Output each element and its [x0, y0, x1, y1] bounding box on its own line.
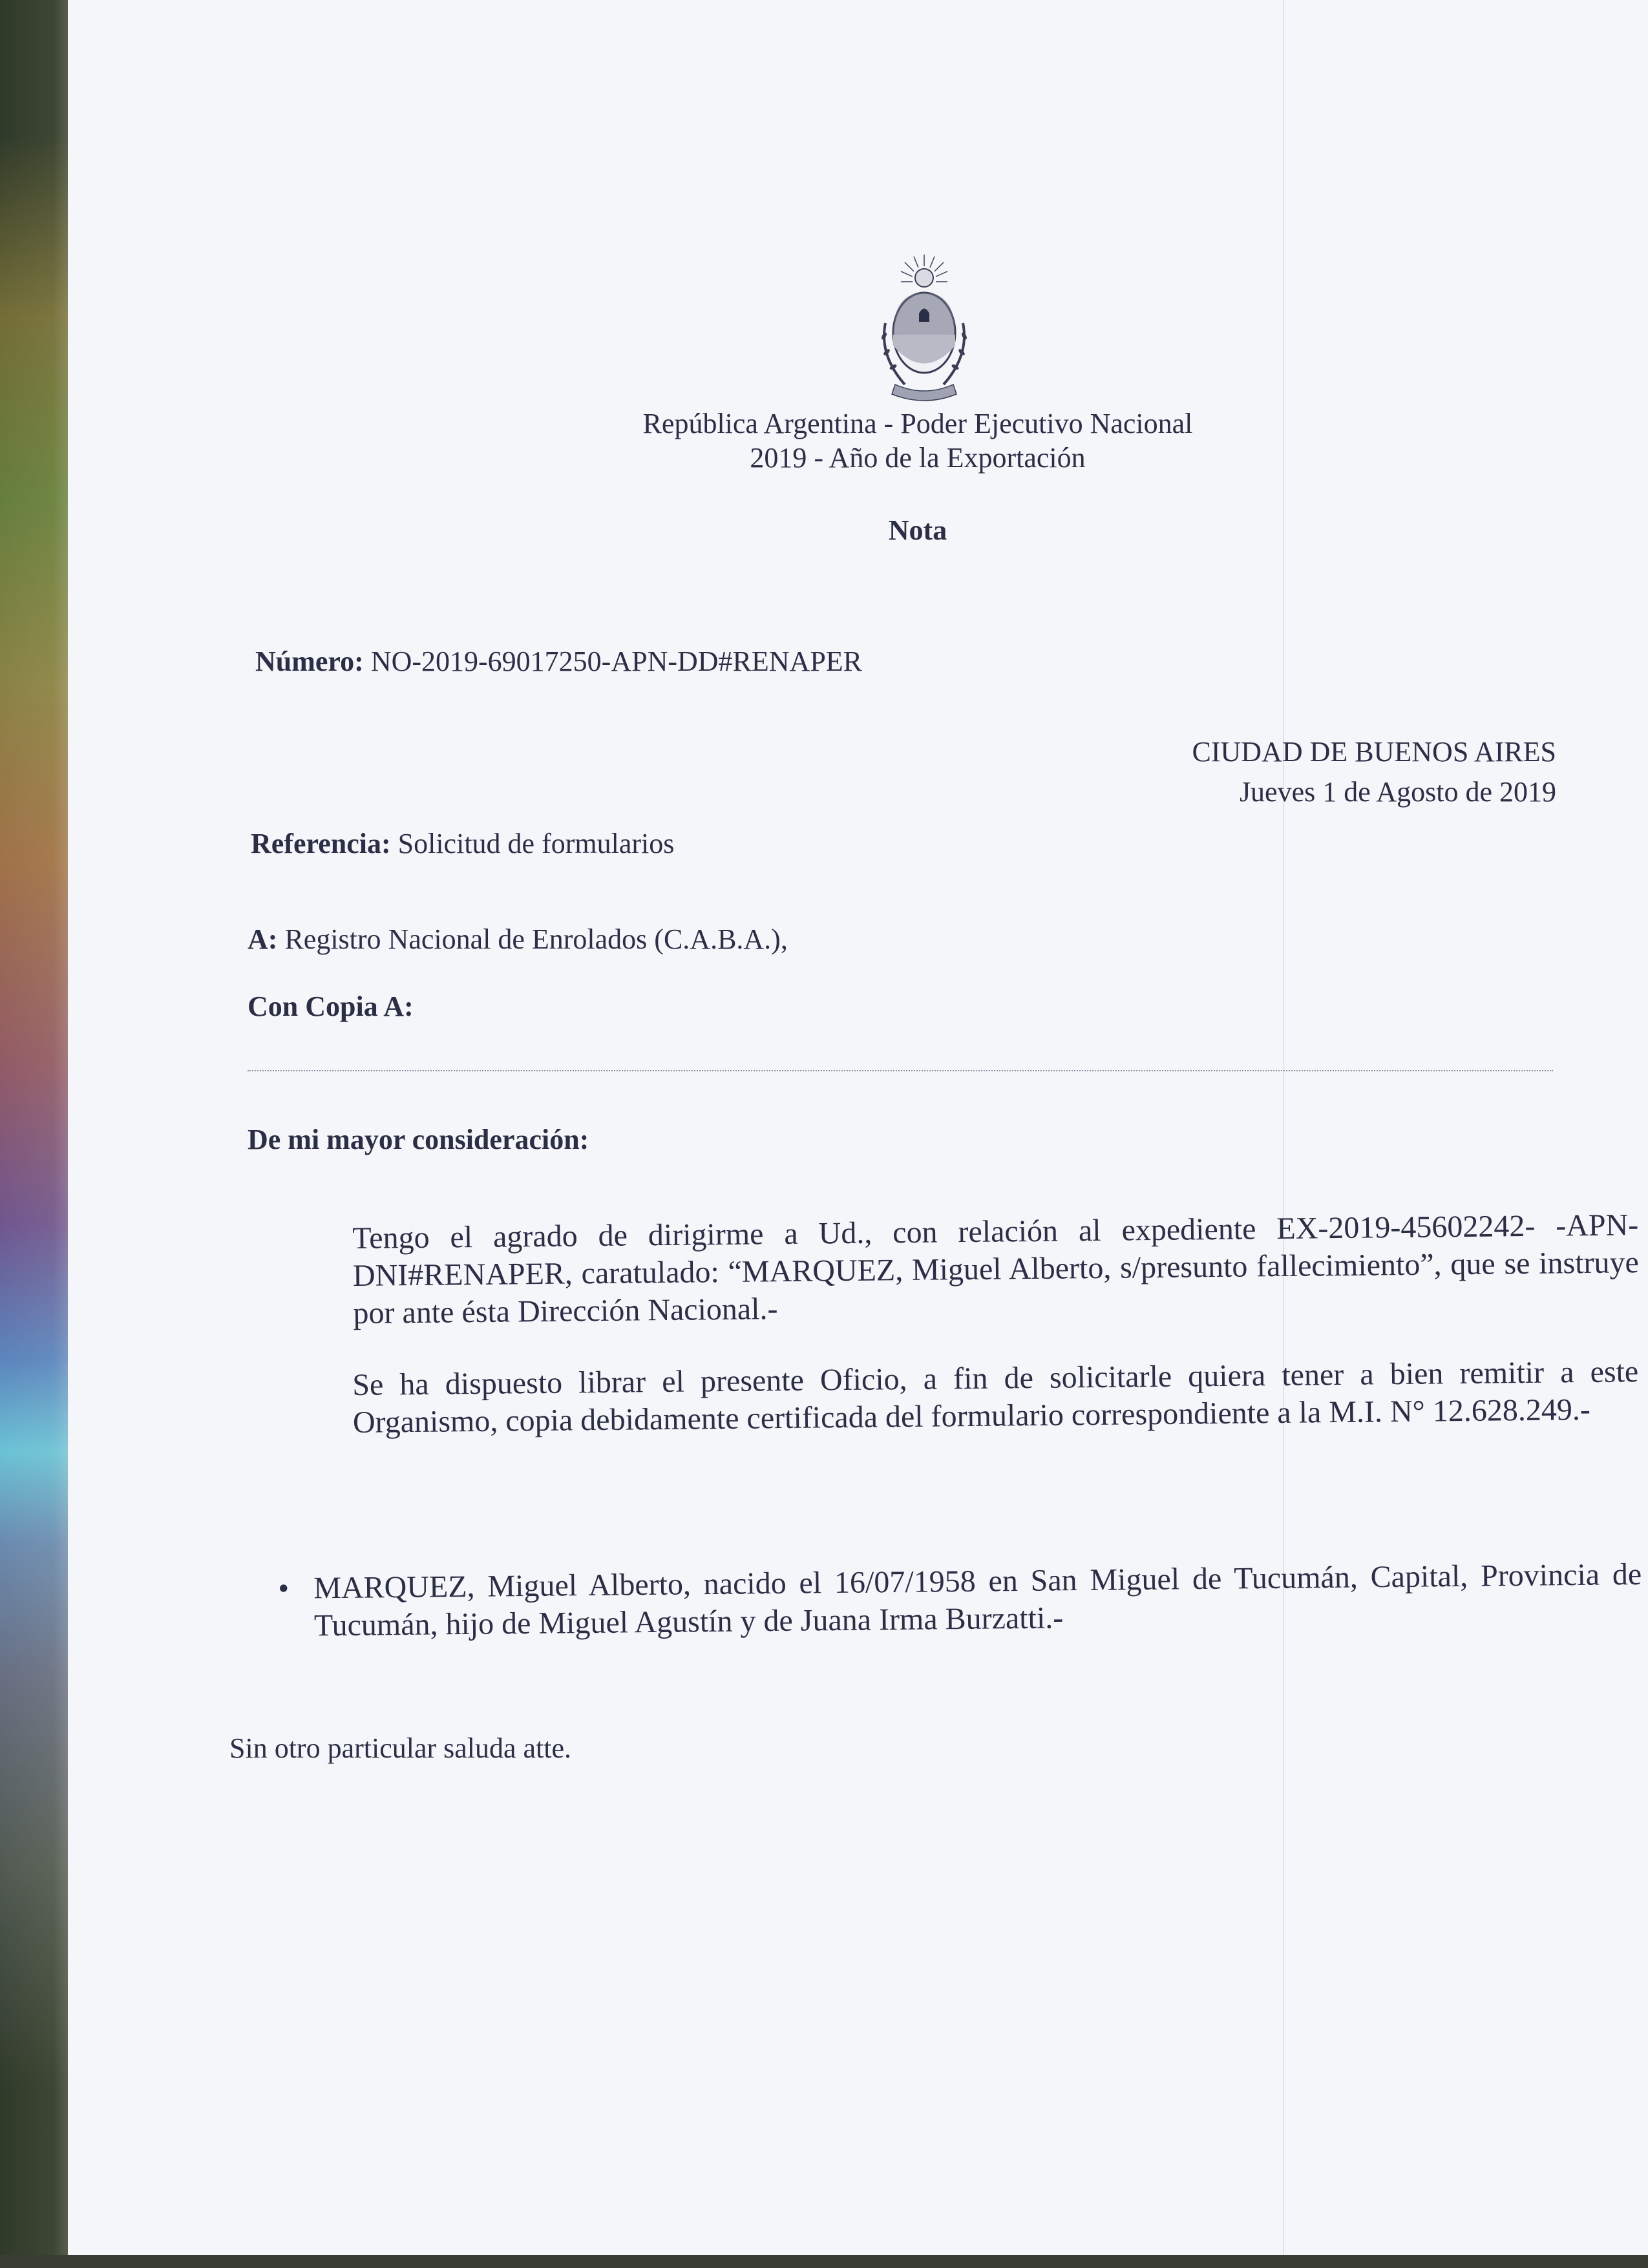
- referencia-line: [251, 827, 674, 860]
- copy-to-line: [248, 990, 414, 1023]
- recipient-value: Registro Nacional de Enrolados (C.A.B.A.),: [284, 923, 788, 955]
- copy-to-label: Con Copia A:: [248, 991, 414, 1022]
- paragraph-1: [352, 1206, 1640, 1332]
- paragraph-2-text: Se ha dispuesto librar el presente Oficio, a fin de solicitarle quiera tener a bien remitir a este Organismo, copia debidamente certificada del formulario correspondiente a la M.I. N° 12.628.249.-: [352, 1354, 1639, 1440]
- bullet-item: [278, 1556, 1642, 1645]
- recipient-line: [248, 923, 788, 956]
- document-type-title: Nota: [888, 514, 947, 546]
- paragraph-1-text: Tengo el agrado de dirigirme a Ud., con relación al expediente EX-2019-45602242- -APN-DNI#RENAPER, caratulado: “MARQUEZ, Miguel Alberto, s/presunto fallecimiento”, que se instruye por ante ésta Dirección Nacional.-: [352, 1208, 1640, 1330]
- separator-line: [248, 1070, 1553, 1071]
- numero-line: [255, 645, 862, 678]
- paragraph-2: [352, 1353, 1639, 1442]
- header-title: República Argentina - Poder Ejecutivo Nacional: [642, 408, 1193, 439]
- date: Jueves 1 de Agosto de 2019: [1239, 776, 1556, 808]
- scan-bottom-edge: [0, 2255, 1648, 2268]
- bullet-text: MARQUEZ, Miguel Alberto, nacido el 16/07/1958 en San Miguel de Tucumán, Capital, Provincia de Tucumán, hijo de Miguel Agustín y de Juana Irma Burzatti.-: [313, 1557, 1642, 1643]
- bullet-icon: •: [278, 1571, 290, 1606]
- numero-value: NO-2019-69017250-APN-DD#RENAPER: [370, 646, 863, 677]
- fold-line: [1283, 0, 1284, 2255]
- city: CIUDAD DE BUENOS AIRES: [1192, 736, 1556, 768]
- recipient-label: A:: [248, 923, 278, 955]
- header-subtitle: 2019 - Año de la Exportación: [750, 442, 1086, 474]
- closing: Sin otro particular saluda atte.: [229, 1732, 572, 1764]
- salutation: De mi mayor consideración:: [248, 1124, 589, 1155]
- numero-label: Número:: [255, 646, 364, 677]
- coat-of-arms-icon: [860, 252, 989, 407]
- referencia-value: Solicitud de formularios: [397, 828, 675, 859]
- referencia-label: Referencia:: [251, 828, 391, 859]
